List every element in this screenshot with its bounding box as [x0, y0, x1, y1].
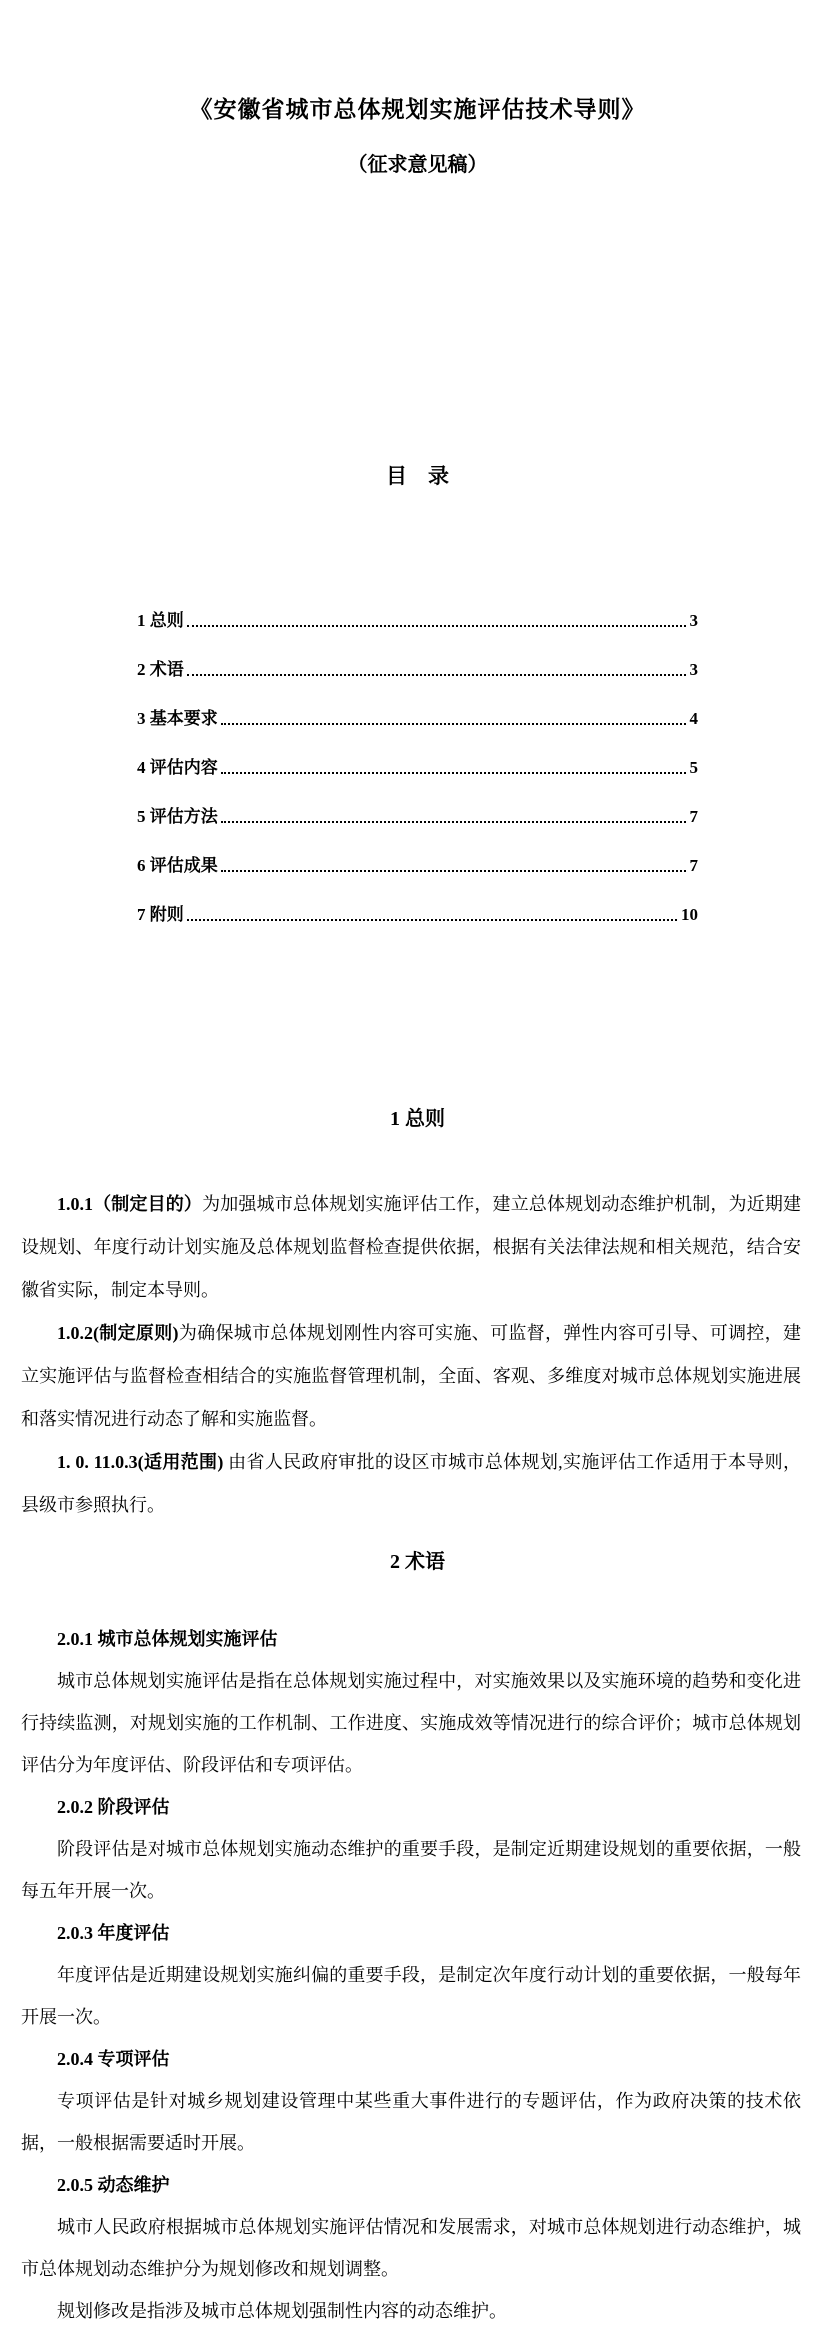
- toc-page-number: 4: [689, 709, 698, 728]
- toc-page-number: 3: [689, 611, 698, 630]
- term-heading-2-0-1: 2.0.1 城市总体规划实施评估: [57, 1629, 278, 1649]
- clause-text: 为加强城市总体规划实施评估工作，建立总体规划动态维护机制，为近期建设规划、年度行动计划实施及总体规划监督检查提供依据，根据有关法律法规和相关规范，结合安徽省实际，制定本导则。: [21, 1194, 801, 1300]
- toc-entry-label: 2 术语: [137, 660, 184, 679]
- toc-leader-dots: [221, 771, 686, 774]
- document-title: 《安徽省城市总体规划实施评估技术导则》: [189, 97, 646, 122]
- term-paragraph: 规划修改是指涉及城市总体规划强制性内容的动态维护。: [57, 2301, 507, 2321]
- toc-entry: [137, 779, 698, 828]
- clause-1-0-2: [21, 1312, 801, 1441]
- term-paragraph: 城市总体规划实施评估是指在总体规划实施过程中，对实施效果以及实施环境的趋势和变化进行持续监测，对规划实施的工作机制、工作进度、实施成效等情况进行的综合评价；城市总体规划评估分为年度评估、阶段评估和专项评估。: [21, 1671, 801, 1775]
- toc-page-number: 3: [689, 660, 698, 679]
- section-2-body: [21, 1618, 801, 2332]
- clause-label: 1. 0. 11.0.3(适用范围): [57, 1452, 224, 1472]
- toc-page-number: 10: [681, 905, 698, 924]
- toc-entry: [137, 730, 698, 779]
- toc-entry: [137, 681, 698, 730]
- clause-1-0-3: [21, 1441, 801, 1527]
- term-paragraph: 专项评估是针对城乡规划建设管理中某些重大事件进行的专题评估，作为政府决策的技术依据，一般根据需要适时开展。: [21, 2091, 801, 2153]
- toc-entry: [137, 877, 698, 926]
- section-1-heading: 1 总则: [390, 1108, 445, 1130]
- toc-leader-dots: [221, 722, 686, 725]
- term-heading-2-0-2: 2.0.2 阶段评估: [57, 1797, 170, 1817]
- term-heading-2-0-5: 2.0.5 动态维护: [57, 2175, 170, 2195]
- section-1-body: [21, 1183, 801, 1527]
- toc-leader-dots: [187, 673, 686, 676]
- toc-entry: [137, 828, 698, 877]
- toc-entry-label: 6 评估成果: [137, 856, 218, 875]
- document-subtitle: （征求意见稿）: [347, 154, 488, 176]
- toc-leader-dots: [221, 820, 686, 823]
- toc-entry: [137, 632, 698, 681]
- term-heading-2-0-3: 2.0.3 年度评估: [57, 1923, 170, 1943]
- toc-entry-label: 1 总则: [137, 611, 184, 630]
- clause-label: 1.0.2(制定原则): [57, 1323, 179, 1343]
- toc-page-number: 5: [689, 758, 698, 777]
- section-2-heading: 2 术语: [390, 1551, 445, 1573]
- clause-label: 1.0.1（制定目的）: [57, 1194, 203, 1214]
- toc-page-number: 7: [689, 856, 698, 875]
- clause-text: 为确保城市总体规划刚性内容可实施、可监督，弹性内容可引导、可调控，建立实施评估与监督检查相结合的实施监督管理机制，全面、客观、多维度对城市总体规划实施进展和落实情况进行动态了解和实施监督。: [21, 1323, 801, 1429]
- clause-text: 由省人民政府审批的设区市城市总体规划,实施评估工作适用于本导则，县级市参照执行。: [21, 1452, 801, 1515]
- toc-entry-label: 3 基本要求: [137, 709, 218, 728]
- table-of-contents: [137, 583, 698, 926]
- clause-1-0-1: [21, 1183, 801, 1312]
- term-heading-2-0-4: 2.0.4 专项评估: [57, 2049, 170, 2069]
- term-paragraph: 年度评估是近期建设规划实施纠偏的重要手段，是制定次年度行动计划的重要依据，一般每年开展一次。: [21, 1965, 801, 2027]
- toc-entry-label: 7 附则: [137, 905, 184, 924]
- toc-entry: [137, 583, 698, 632]
- toc-page-number: 7: [689, 807, 698, 826]
- toc-entry-label: 5 评估方法: [137, 807, 218, 826]
- toc-leader-dots: [187, 624, 686, 627]
- term-paragraph: 城市人民政府根据城市总体规划实施评估情况和发展需求，对城市总体规划进行动态维护，城市总体规划动态维护分为规划修改和规划调整。: [21, 2217, 801, 2279]
- term-paragraph: 阶段评估是对城市总体规划实施动态维护的重要手段，是制定近期建设规划的重要依据，一般每五年开展一次。: [21, 1839, 801, 1901]
- toc-heading: 目 录: [386, 464, 449, 488]
- toc-leader-dots: [221, 869, 686, 872]
- toc-leader-dots: [187, 918, 677, 921]
- toc-entry-label: 4 评估内容: [137, 758, 218, 777]
